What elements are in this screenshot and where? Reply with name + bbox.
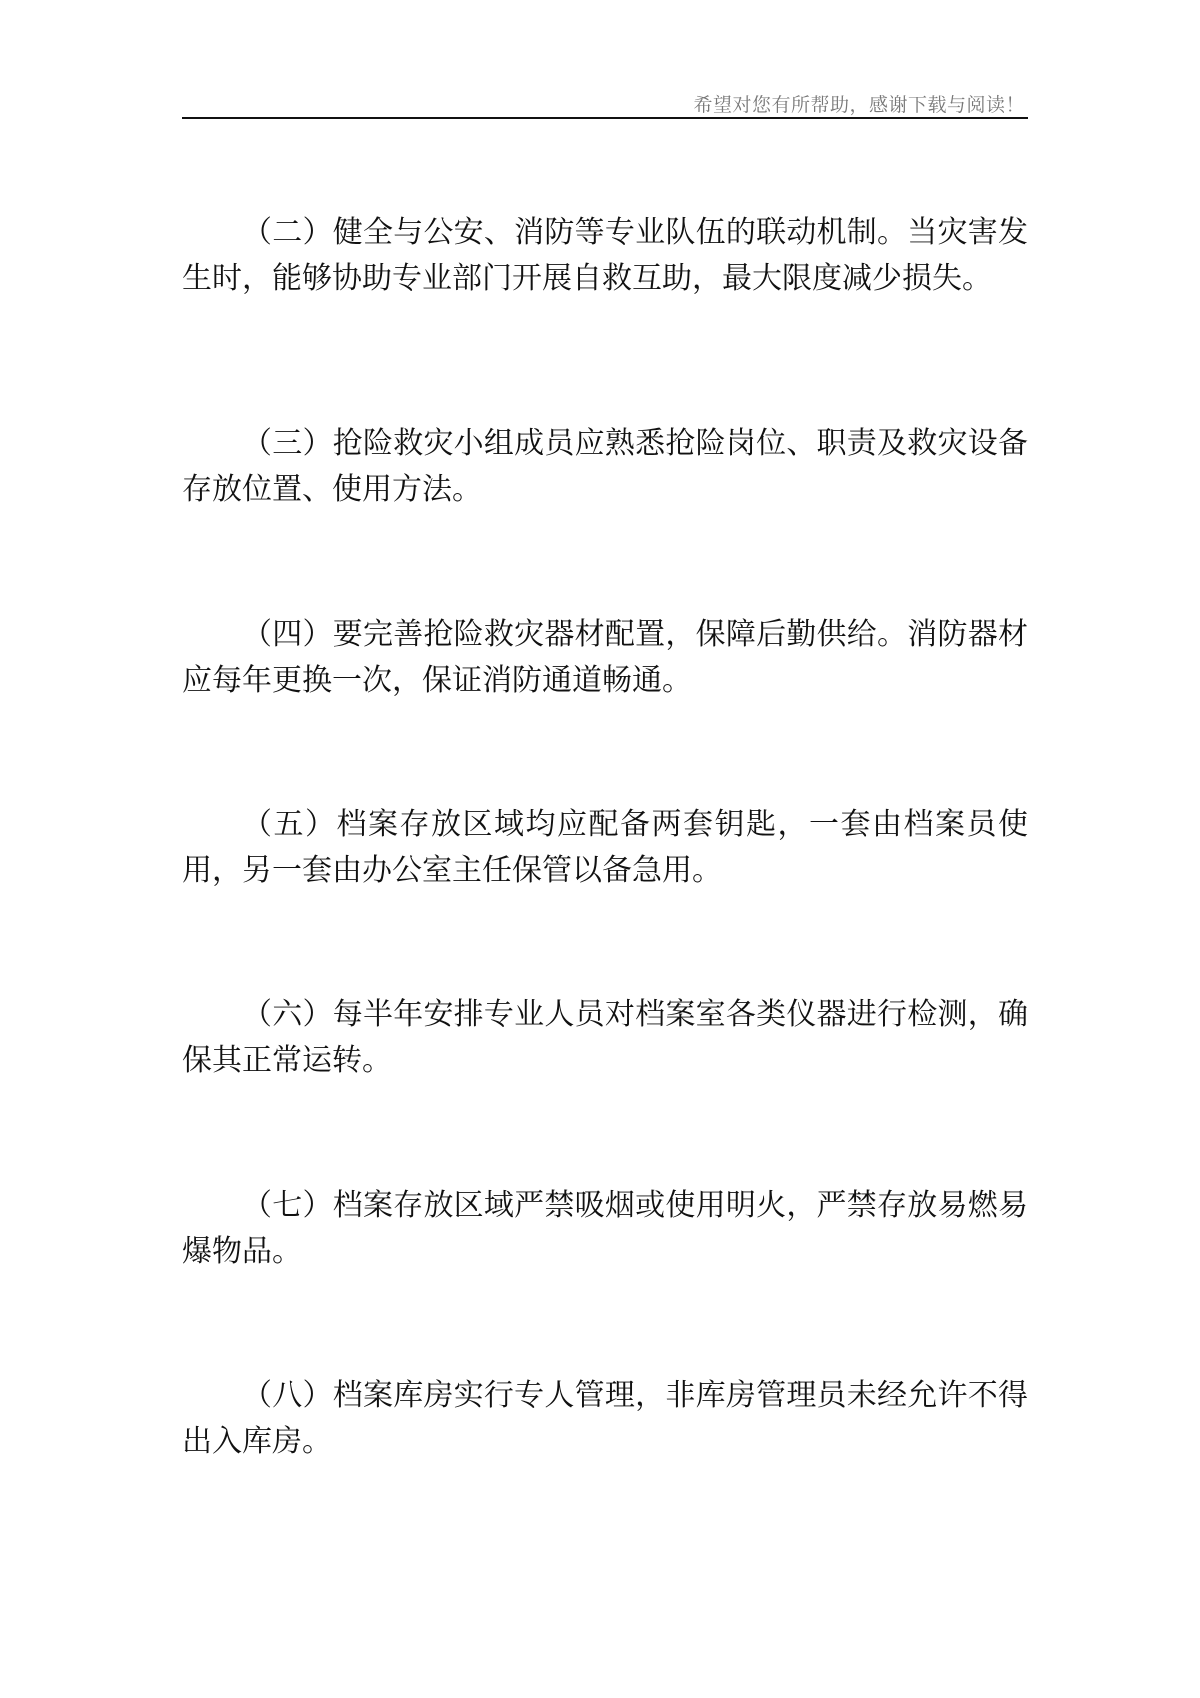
paragraph-3: （三）抢险救灾小组成员应熟悉抢险岗位、职责及救灾设备存放位置、使用方法。: [182, 426, 1028, 507]
paragraph-6: （六）每半年安排专业人员对档案室各类仪器进行检测，确保其正常运转。: [182, 997, 1028, 1078]
header-text: 希望对您有所帮助，感谢下载与阅读！: [693, 94, 1025, 116]
paragraph-8: （八）档案库房实行专人管理，非库房管理员未经允许不得出入库房。: [182, 1378, 1028, 1459]
paragraph-7: （七）档案存放区域严禁吸烟或使用明火，严禁存放易燃易爆物品。: [182, 1188, 1028, 1269]
paragraph-4: （四）要完善抢险救灾器材配置，保障后勤供给。消防器材应每年更换一次，保证消防通道畅通。: [182, 617, 1028, 698]
header-divider: [182, 117, 1028, 119]
paragraph-5: （五）档案存放区域均应配备两套钥匙，一套由档案员使用，另一套由办公室主任保管以备急用。: [182, 807, 1028, 888]
paragraph-2: （二）健全与公安、消防等专业队伍的联动机制。当灾害发生时，能够协助专业部门开展自救互助，最大限度减少损失。: [182, 215, 1028, 296]
